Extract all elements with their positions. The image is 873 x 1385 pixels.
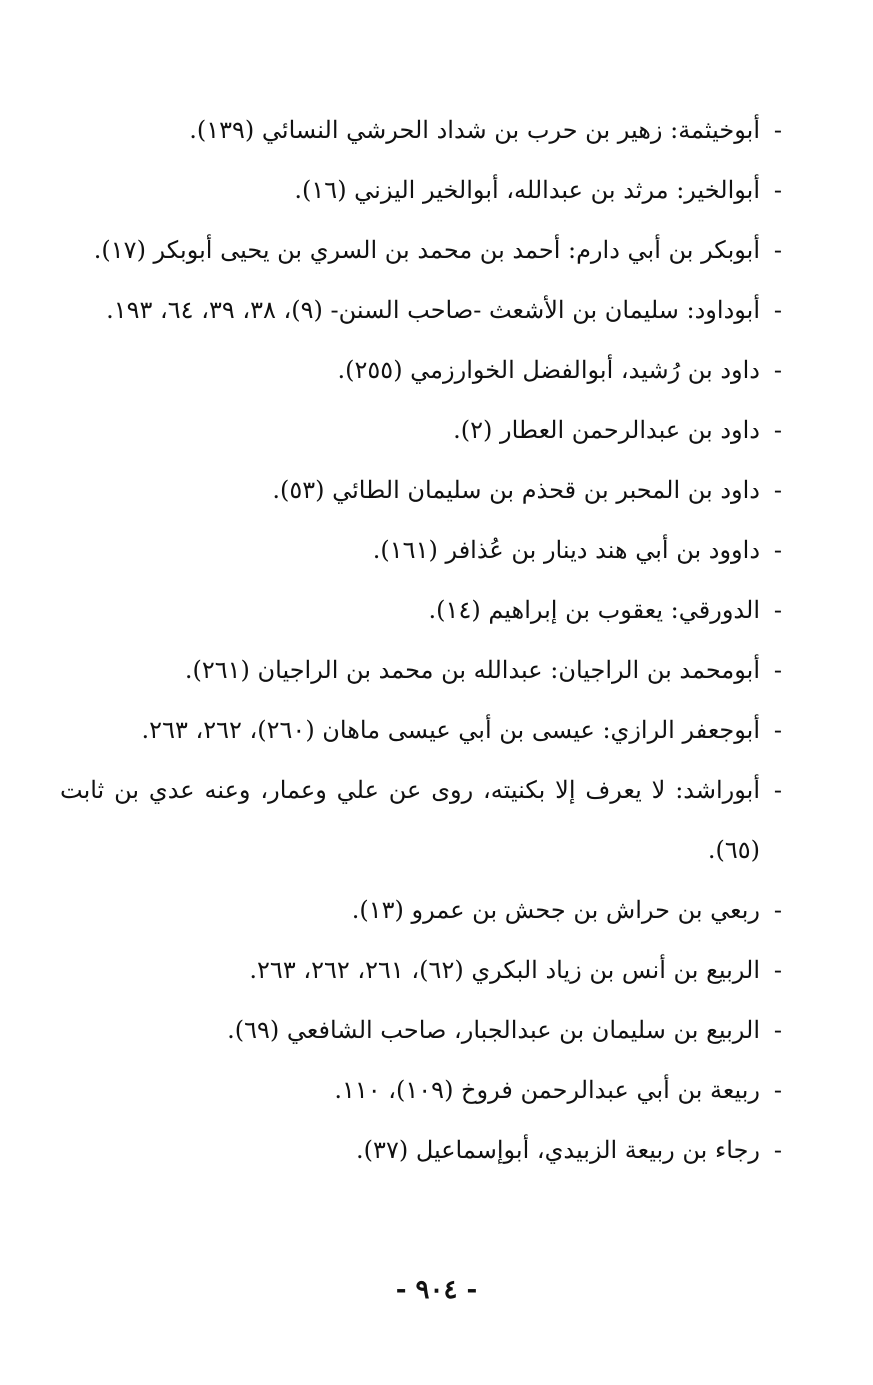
- index-entry: [60, 460, 782, 520]
- page-number: - ٩٠٤ -: [395, 1275, 478, 1305]
- entry-dash: -: [773, 416, 782, 444]
- entry-dash: -: [773, 296, 782, 324]
- entry-text: ربعي بن حراش بن جحش بن عمرو (١٣).: [351, 896, 760, 924]
- index-entry: [60, 700, 782, 760]
- index-entry: [60, 160, 782, 220]
- index-entry: [60, 940, 782, 1000]
- entry-text: أبوالخير: مرثد بن عبدالله، أبوالخير اليزني (١٦).: [294, 176, 760, 204]
- entry-text: داوود بن أبي هند دينار بن عُذافر (١٦١).: [372, 536, 760, 564]
- entry-text: أبوجعفر الرازي: عيسى بن أبي عيسى ماهان (٢٦٠)، ٢٦٢، ٢٦٣.: [141, 716, 760, 744]
- entry-dash: -: [773, 1076, 782, 1104]
- index-entry: [60, 880, 782, 940]
- entry-dash: -: [773, 536, 782, 564]
- index-entry: [60, 520, 782, 580]
- entry-text: الربيع بن أنس بن زياد البكري (٦٢)، ٢٦١، ٢٦٢، ٢٦٣.: [249, 956, 760, 984]
- index-entry: [60, 280, 782, 340]
- entry-text: أبوخيثمة: زهير بن حرب بن شداد الحرشي النسائي (١٣٩).: [189, 116, 760, 144]
- index-entry: [60, 1120, 782, 1180]
- index-page: [60, 100, 782, 1290]
- index-entry: [60, 1060, 782, 1120]
- entry-text: الدورقي: يعقوب بن إبراهيم (١٤).: [428, 596, 760, 624]
- entry-text: رجاء بن ربيعة الزبيدي، أبوإسماعيل (٣٧).: [356, 1136, 760, 1164]
- entry-dash: -: [773, 1016, 782, 1044]
- index-entry: [60, 1000, 782, 1060]
- entry-dash: -: [773, 596, 782, 624]
- entry-dash: -: [773, 956, 782, 984]
- entry-dash: -: [773, 776, 782, 804]
- index-entry: [60, 340, 782, 400]
- entry-text: داود بن المحبر بن قحذم بن سليمان الطائي (٥٣).: [272, 476, 760, 504]
- entry-text: أبومحمد بن الراجيان: عبدالله بن محمد بن الراجيان (٢٦١).: [184, 656, 760, 684]
- entry-text: أبوراشد: لا يعرف إلا بكنيته، روى عن علي وعمار، وعنه عدي بن ثابت (٦٥).: [60, 776, 760, 864]
- entry-text: ربيعة بن أبي عبدالرحمن فروخ (١٠٩)، ١١٠.: [334, 1076, 760, 1104]
- entry-text: داود بن رُشيد، أبوالفضل الخوارزمي (٢٥٥).: [337, 356, 760, 384]
- entry-dash: -: [773, 116, 782, 144]
- entry-dash: -: [773, 896, 782, 924]
- entry-text: أبوبكر بن أبي دارم: أحمد بن محمد بن السري بن يحيى أبوبكر (١٧).: [93, 236, 760, 264]
- entry-dash: -: [773, 356, 782, 384]
- entry-text: الربيع بن سليمان بن عبدالجبار، صاحب الشافعي (٦٩).: [227, 1016, 760, 1044]
- entry-dash: -: [773, 236, 782, 264]
- entry-dash: -: [773, 716, 782, 744]
- entry-text: داود بن عبدالرحمن العطار (٢).: [453, 416, 760, 444]
- entry-dash: -: [773, 476, 782, 504]
- entry-dash: -: [773, 656, 782, 684]
- entry-dash: -: [773, 1136, 782, 1164]
- entry-text: أبوداود: سليمان بن الأشعث -صاحب السنن- (٩)، ٣٨، ٣٩، ٦٤، ١٩٣.: [106, 296, 760, 324]
- entry-dash: -: [773, 176, 782, 204]
- index-entry: [60, 760, 782, 880]
- index-entry: [60, 220, 782, 280]
- index-entry: [60, 580, 782, 640]
- index-entry: [60, 640, 782, 700]
- index-entry: [60, 100, 782, 160]
- index-entry: [60, 400, 782, 460]
